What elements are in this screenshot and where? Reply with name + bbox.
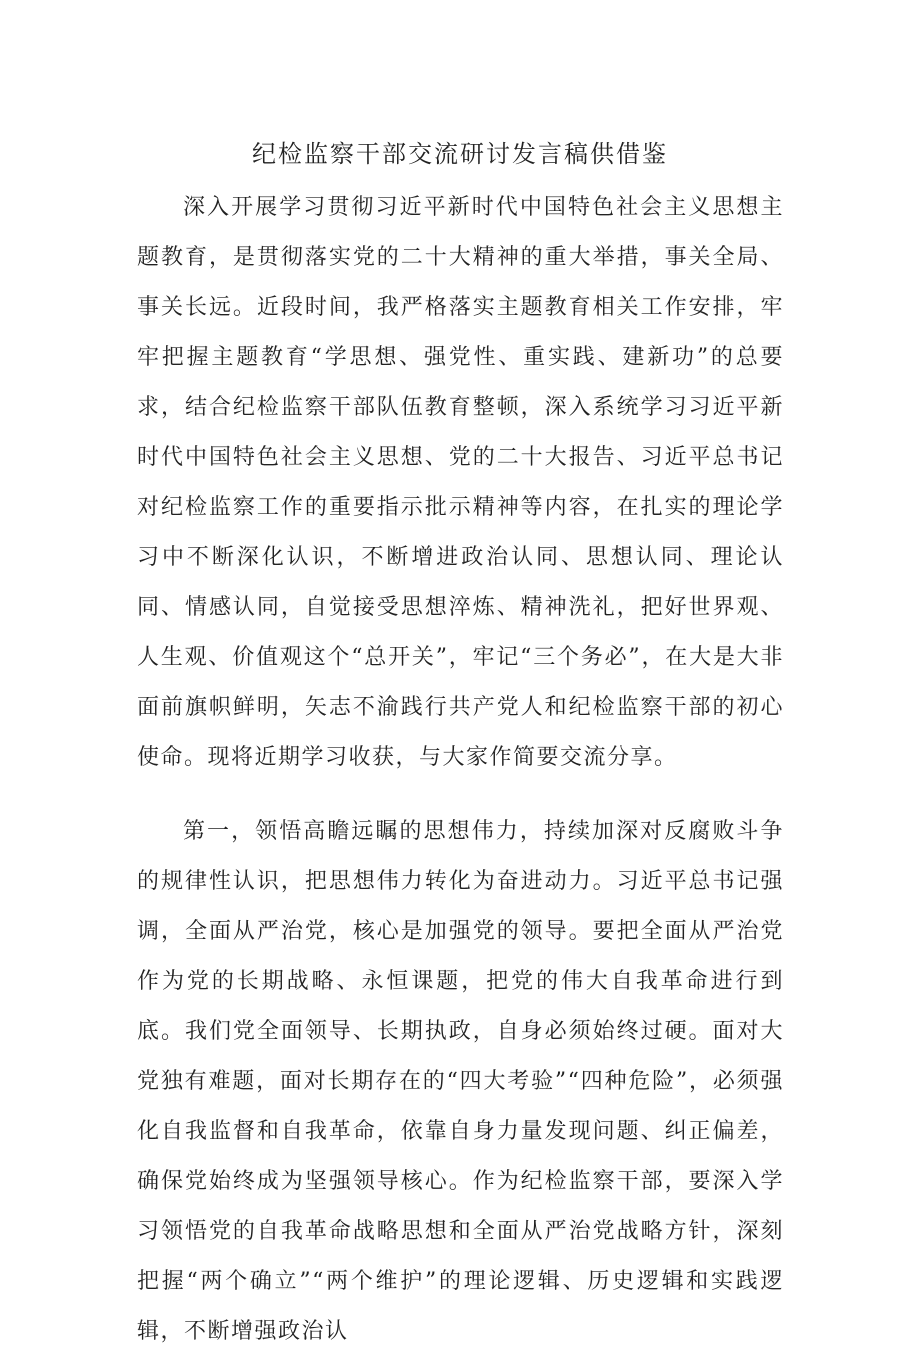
document-title: 纪检监察干部交流研讨发言稿供借鉴 <box>252 140 668 168</box>
document-body <box>137 183 784 1357</box>
paragraph-first-point: 第一，领悟高瞻远瞩的思想伟力，持续加深对反腐败斗争的规律性认识，把思想伟力转化为奋进动力。习近平总书记强调，全面从严治党，核心是加强党的领导。要把全面从严治党作为党的长期战略、永恒课题，把党的伟大自我革命进行到底。我们党全面领导、长期执政，自身必须始终过硬。面对大党独有难题，面对长期存在的“四大考验”“四种危险”，必须强化自我监督和自我革命，依靠自身力量发现问题、纠正偏差，确保党始终成为坚强领导核心。作为纪检监察干部，要深入学习领悟党的自我革命战略思想和全面从严治党战略方针，深刻把握“两个确立”“两个维护”的理论逻辑、历史逻辑和实践逻辑，不断增强政治认 <box>137 819 784 1344</box>
paragraph-intro: 深入开展学习贯彻习近平新时代中国特色社会主义思想主题教育，是贯彻落实党的二十大精神的重大举措，事关全局、事关长远。近段时间，我严格落实主题教育相关工作安排，牢牢把握主题教育“学思想、强党性、重实践、建新功”的总要求，结合纪检监察干部队伍教育整顿，深入系统学习习近平新时代中国特色社会主义思想、党的二十大报告、习近平总书记对纪检监察工作的重要指示批示精神等内容，在扎实的理论学习中不断深化认识，不断增进政治认同、思想认同、理论认同、情感认同，自觉接受思想淬炼、精神洗礼，把好世界观、人生观、价值观这个“总开关”，牢记“三个务必”，在大是大非面前旗帜鲜明，矢志不渝践行共产党人和纪检监察干部的初心使命。现将近期学习收获，与大家作简要交流分享。 <box>137 195 784 770</box>
